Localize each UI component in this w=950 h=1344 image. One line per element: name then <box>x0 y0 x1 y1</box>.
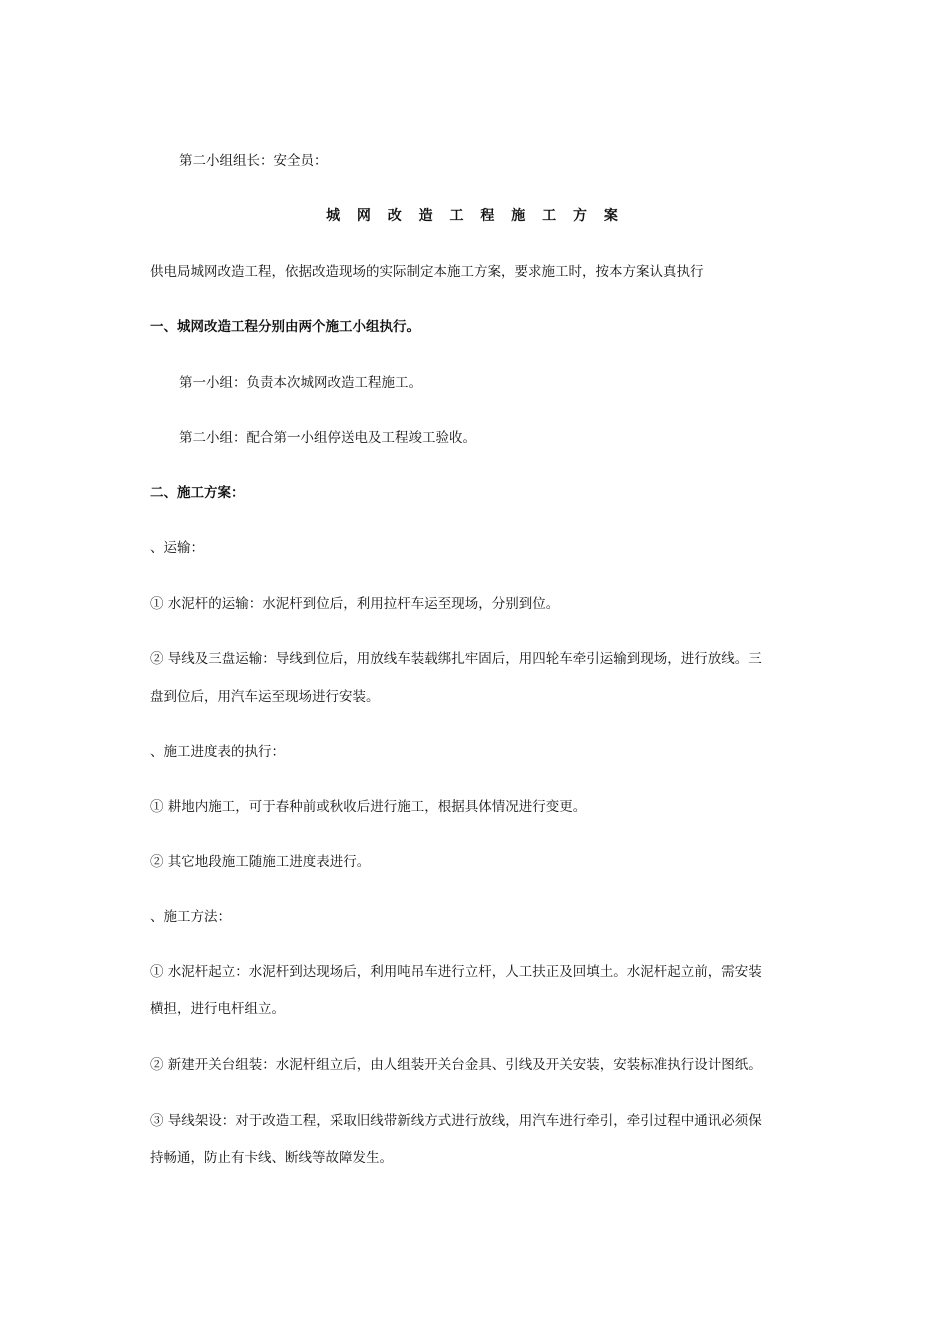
transport-item2-line2: 盘到位后，用汽车运至现场进行安装。 <box>150 689 380 705</box>
schedule-item1: ① 耕地内施工，可于春种前或秋收后进行施工，根据具体情况进行变更。 <box>150 799 587 815</box>
preface-paragraph: 供电局城网改造工程，依据改造现场的实际制定本施工方案，要求施工时，按本方案认真执行 <box>150 264 704 280</box>
transport-item1: ① 水泥杆的运输：水泥杆到位后，利用拉杆车运至现场，分别到位。 <box>150 596 560 612</box>
method-item2: ② 新建开关台组装：水泥杆组立后，由人组装开关台金具、引线及开关安装，安装标准执行设计图纸。 <box>150 1057 762 1073</box>
method-item1-line1: ① 水泥杆起立：水泥杆到达现场后，利用吨吊车进行立杆，人工扶正及回填土。水泥杆起立前，需安装 <box>150 964 762 980</box>
transport-item2-line1: ② 导线及三盘运输：导线到位后，用放线车装载绑扎牢固后，用四轮车牵引运输到现场，进行放线。三 <box>150 651 762 667</box>
section1-group2: 第二小组：配合第一小组停送电及工程竣工验收。 <box>179 430 476 446</box>
method-heading: 、施工方法： <box>150 909 231 925</box>
document-title: 城 网 改 造 工 程 施 工 方 案 <box>326 208 624 224</box>
intro-line: 第二小组组长：安全员： <box>179 153 328 169</box>
section1-heading: 一、城网改造工程分别由两个施工小组执行。 <box>150 319 420 335</box>
method-item3-line1: ③ 导线架设：对于改造工程，采取旧线带新线方式进行放线，用汽车进行牵引，牵引过程中通讯必须保 <box>150 1113 762 1129</box>
schedule-item2: ② 其它地段施工随施工进度表进行。 <box>150 854 371 870</box>
section1-group1: 第一小组：负责本次城网改造工程施工。 <box>179 375 422 391</box>
method-item3-line2: 持畅通，防止有卡线、断线等故障发生。 <box>150 1150 393 1166</box>
section2-heading: 二、施工方案： <box>150 485 245 501</box>
method-item1-line2: 横担，进行电杆组立。 <box>150 1001 285 1017</box>
transport-heading: 、运输： <box>150 540 204 556</box>
schedule-heading: 、施工进度表的执行： <box>150 744 285 760</box>
